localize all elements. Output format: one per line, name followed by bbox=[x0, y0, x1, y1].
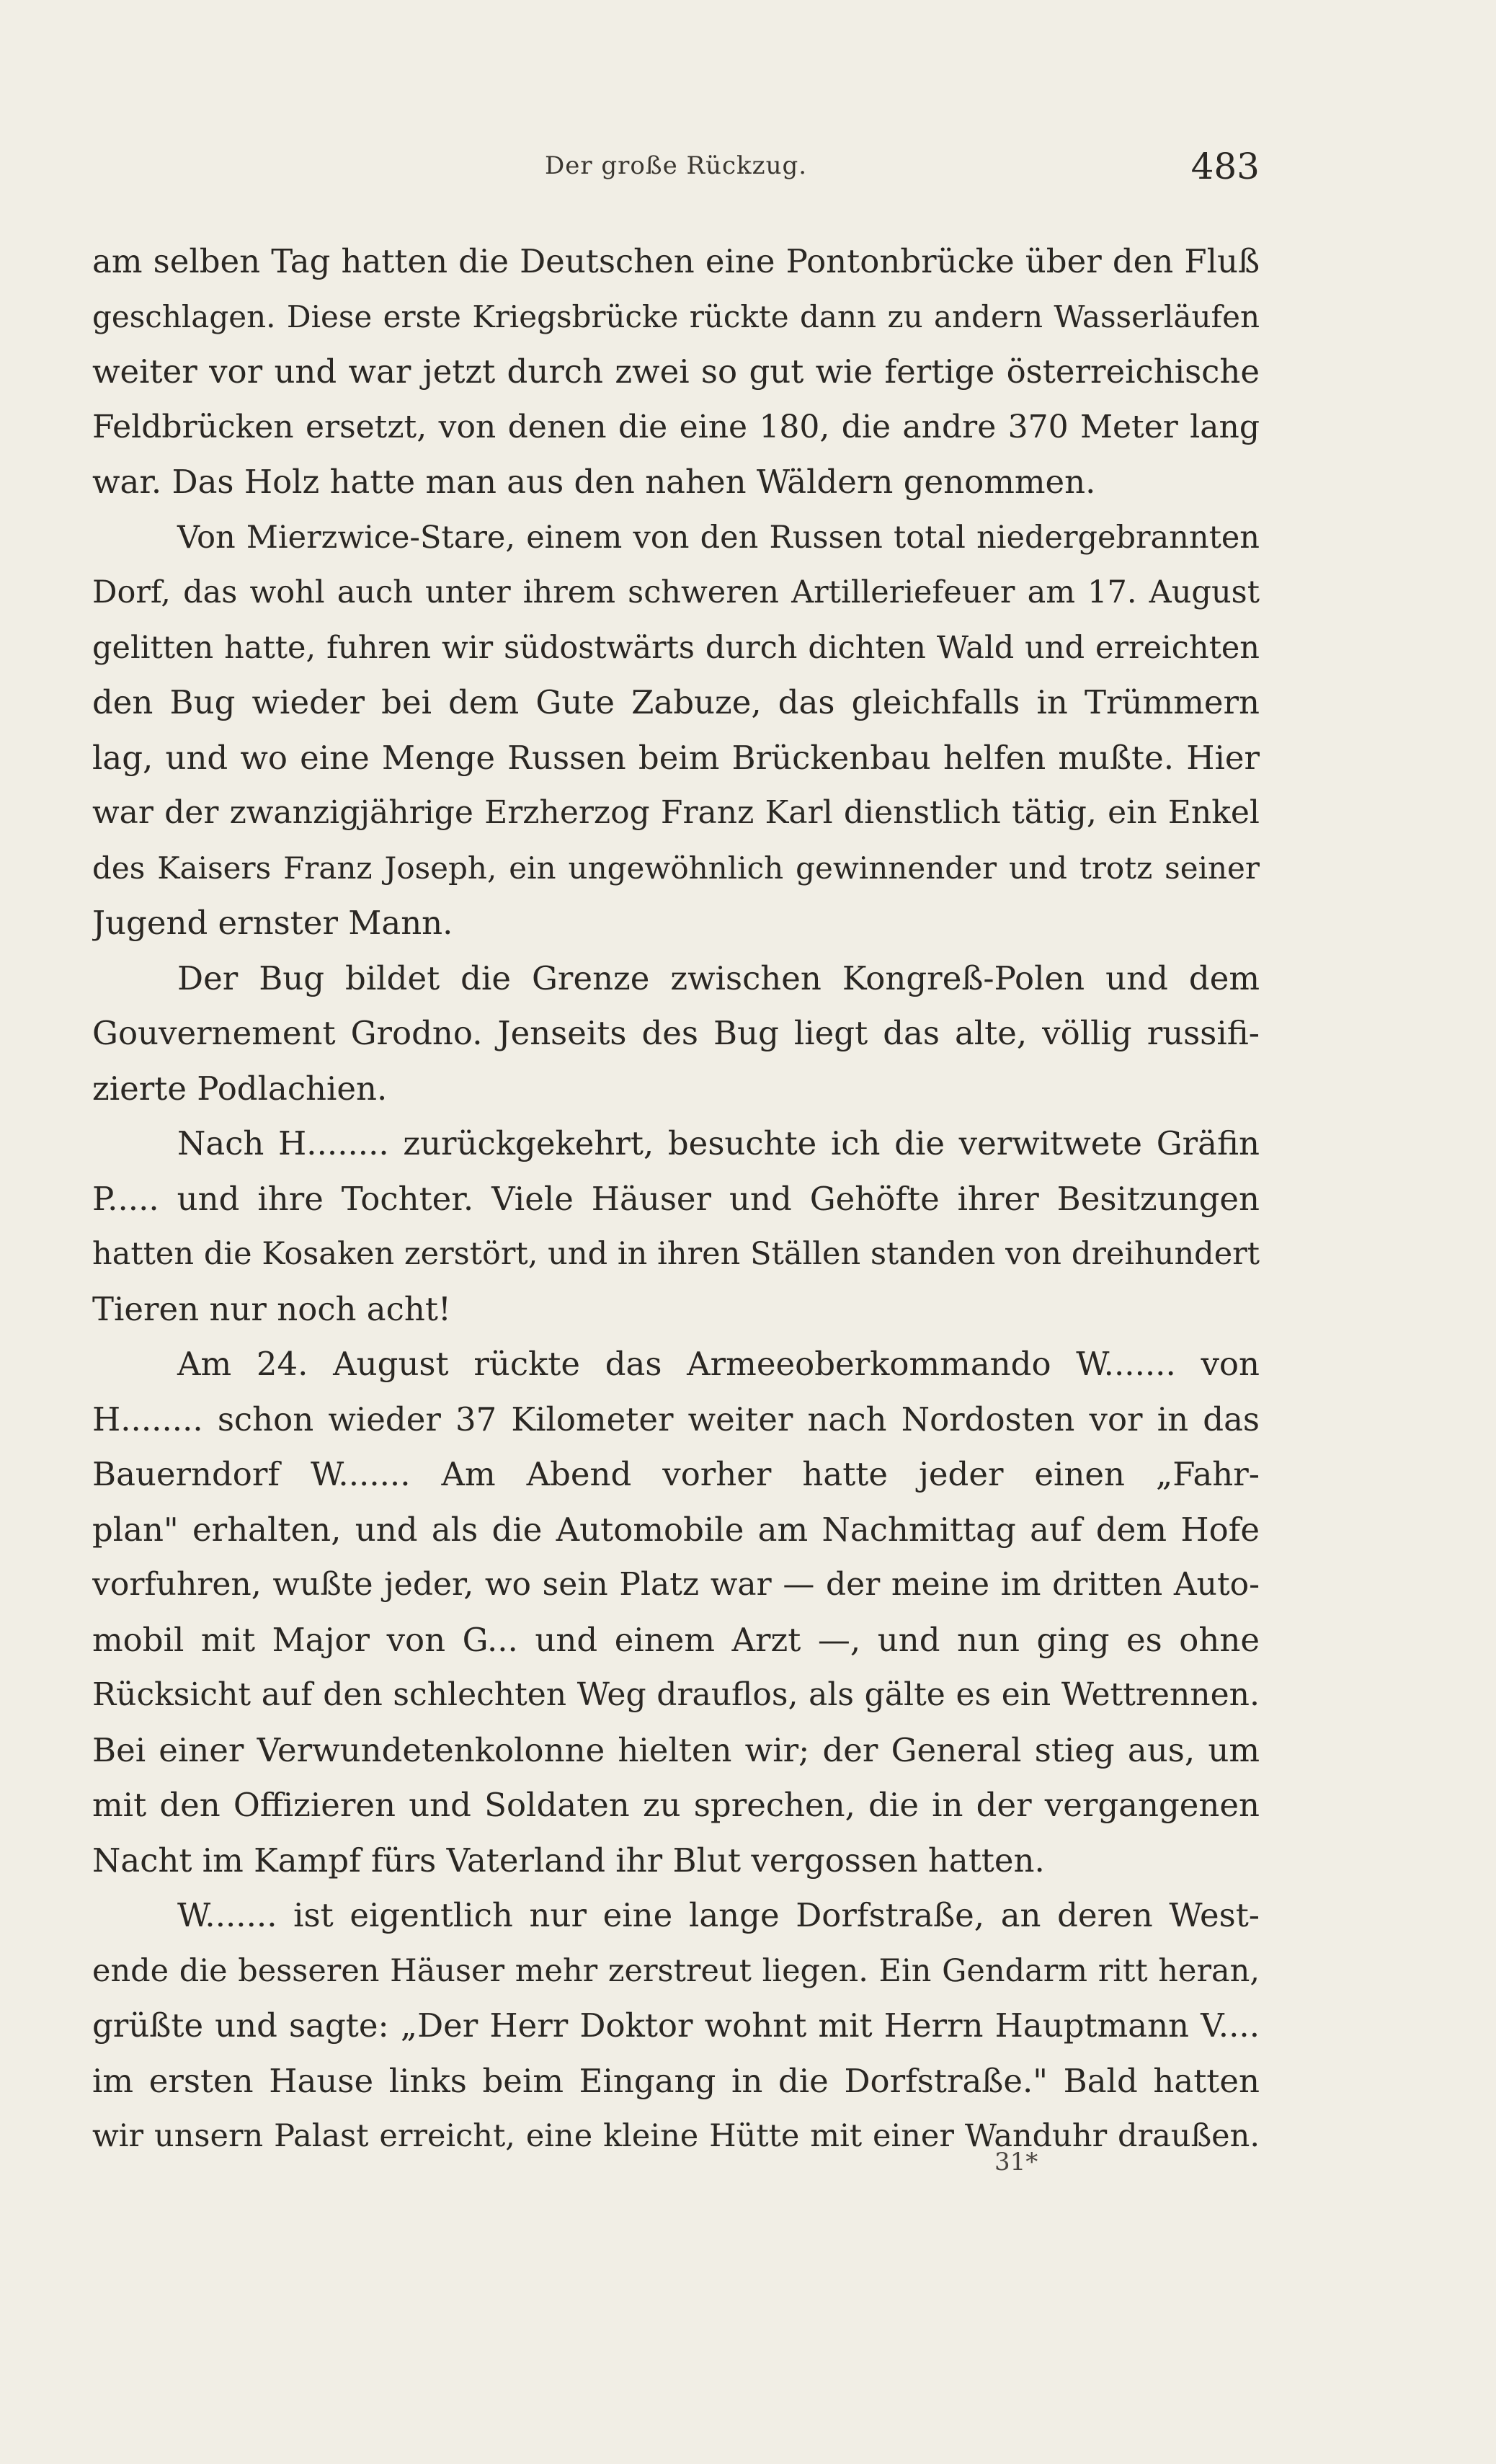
page-number: 483 bbox=[1190, 146, 1260, 187]
text-line: weiter vor und war jetzt durch zwei so gut wie fertige österreichische bbox=[92, 352, 1260, 391]
text-line: zierte Podlachien. bbox=[92, 1069, 388, 1108]
text-line: lag, und wo eine Menge Russen beim Brückenbau helfen mußte. Hier bbox=[92, 738, 1260, 777]
text-line: Nach H........ zurückgekehrt, besuchte ich die verwitwete Gräfin bbox=[177, 1124, 1260, 1162]
text-line: Tieren nur noch acht! bbox=[92, 1289, 451, 1328]
text-line: H........ schon wieder 37 Kilometer weiter nach Nordosten vor in das bbox=[92, 1400, 1260, 1438]
text-line: im ersten Hause links beim Eingang in die Dorfstraße." Bald hatten bbox=[92, 2061, 1260, 2100]
page-header bbox=[92, 146, 1260, 195]
text-line: gelitten hatte, fuhren wir südostwärts durch dichten Wald und erreichten bbox=[92, 629, 1260, 666]
text-line: Nacht im Kampf fürs Vaterland ihr Blut vergossen hatten. bbox=[92, 1841, 1045, 1880]
printer-signature-mark: 31* bbox=[994, 2148, 1038, 2176]
text-line: des Kaisers Franz Joseph, ein ungewöhnlich gewinnender und trotz seiner bbox=[92, 850, 1260, 886]
text-line: Von Mierzwice-Stare, einem von den Russen total niedergebrannten bbox=[177, 519, 1260, 556]
text-line: wir unsern Palast erreicht, eine kleine Hütte mit einer Wanduhr draußen. bbox=[92, 2118, 1260, 2154]
text-line: war. Das Holz hatte man aus den nahen Wäldern genommen. bbox=[92, 463, 1096, 501]
text-line: Jugend ernster Mann. bbox=[92, 904, 453, 942]
text-line: Dorf, das wohl auch unter ihrem schweren Artilleriefeuer am 17. August bbox=[92, 574, 1260, 610]
text-line: Gouvernement Grodno. Jenseits des Bug liegt das alte, völlig russifi- bbox=[92, 1014, 1260, 1052]
text-line: P..... und ihre Tochter. Viele Häuser und Gehöfte ihrer Besitzungen bbox=[92, 1179, 1260, 1218]
text-line: plan" erhalten, und als die Automobile am Nachmittag auf dem Hofe bbox=[92, 1510, 1260, 1549]
text-line: Rücksicht auf den schlechten Weg drauflos, als gälte es ein Wettrennen. bbox=[92, 1676, 1260, 1713]
text-line: mobil mit Major von G... und einem Arzt —, und nun ging es ohne bbox=[92, 1620, 1260, 1659]
text-line: hatten die Kosaken zerstört, und in ihren Ställen standen von dreihundert bbox=[92, 1236, 1260, 1272]
running-title: Der große Rückzug. bbox=[544, 151, 808, 180]
text-line: Der Bug bildet die Grenze zwischen Kongreß-Polen und dem bbox=[177, 959, 1260, 997]
text-line: Bauerndorf W....... Am Abend vorher hatte jeder einen „Fahr- bbox=[92, 1455, 1260, 1493]
text-line: grüßte und sagte: „Der Herr Doktor wohnt mit Herrn Hauptmann V.... bbox=[92, 2006, 1260, 2045]
text-line: geschlagen. Diese erste Kriegsbrücke rückte dann zu andern Wasserläufen bbox=[92, 298, 1260, 334]
text-line: war der zwanzigjährige Erzherzog Franz Karl dienstlich tätig, ein Enkel bbox=[92, 794, 1260, 831]
text-line: vorfuhren, wußte jeder, wo sein Platz war — der meine im dritten Auto- bbox=[92, 1566, 1260, 1603]
text-line: am selben Tag hatten die Deutschen eine Pontonbrücke über den Fluß bbox=[92, 242, 1260, 280]
text-line: ende die besseren Häuser mehr zerstreut liegen. Ein Gendarm ritt heran, bbox=[92, 1952, 1260, 1989]
text-line: den Bug wieder bei dem Gute Zabuze, das gleichfalls in Trümmern bbox=[92, 683, 1260, 721]
text-line: Feldbrücken ersetzt, von denen die eine 180, die andre 370 Meter lang bbox=[92, 408, 1260, 445]
body-text bbox=[92, 234, 1260, 2164]
text-line: mit den Offizieren und Soldaten zu sprechen, die in der vergangenen bbox=[92, 1786, 1260, 1824]
text-line: W....... ist eigentlich nur eine lange Dorfstraße, an deren West- bbox=[177, 1896, 1260, 1934]
text-line: Bei einer Verwundetenkolonne hielten wir; der General stieg aus, um bbox=[92, 1730, 1260, 1769]
text-line: Am 24. August rückte das Armeeoberkommando W....... von bbox=[177, 1345, 1260, 1383]
